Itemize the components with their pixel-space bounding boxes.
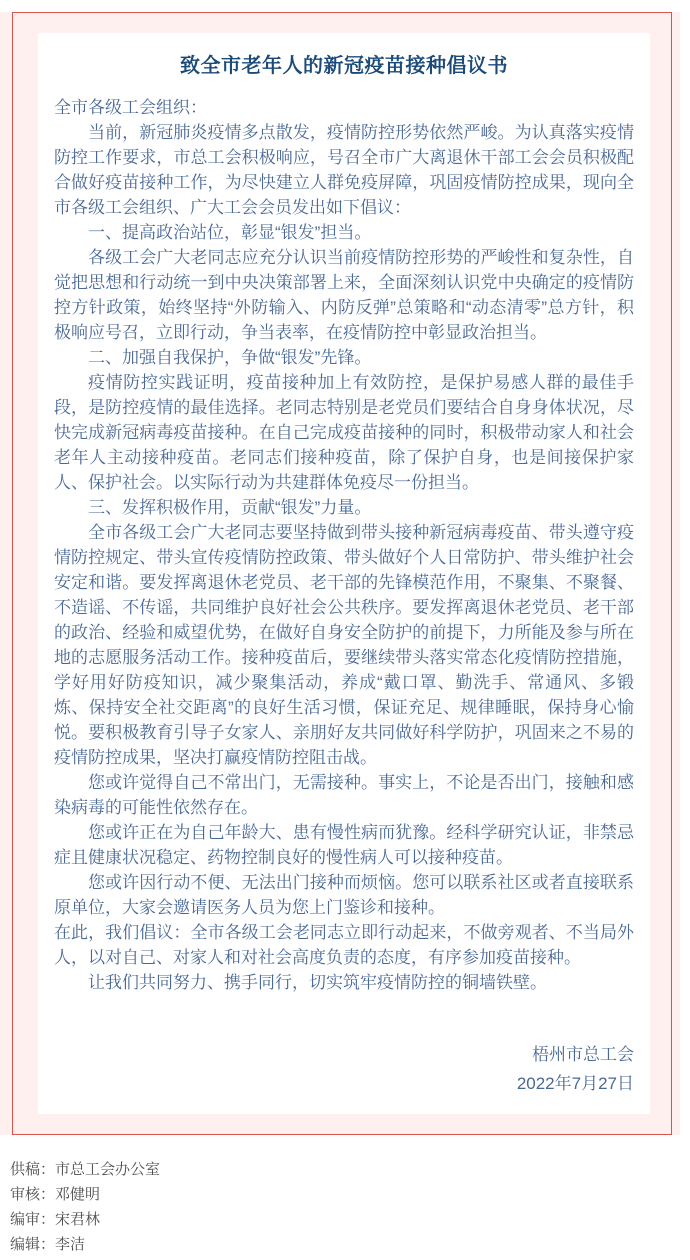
document-body	[54, 95, 634, 995]
body-paragraph: 全市各级工会广大老同志要坚持做到带头接种新冠病毒疫苗、带头遵守疫情防控规定、带头宣传疫情防控政策、带头做好个人日常防护、带头维护社会安定和谐。要发挥离退休老党员、老干部的先锋模范作用，不聚集、不聚餐、不造谣、不传谣，共同维护良好社会公共秩序。要发挥离退休老党员、老干部的政治、经验和威望优势，在做好自身安全防护的前提下，力所能及参与所在地的志愿服务活动工作。接种疫苗后，要继续带头落实常态化疫情防控措施，学好用好防疫知识，减少聚集活动，养成“戴口罩、勤洗手、常通风、多锻炼、保持安全社交距离”的良好生活习惯，保证充足、规律睡眠，保持身心愉悦。要积极教育引导子女家人、亲朋好友共同做好科学防护，巩固来之不易的疫情防控成果，坚决打赢疫情防控阻击战。	[54, 523, 634, 767]
section-heading-3: 三、发挥积极作用，贡献“银发”力量。	[88, 498, 372, 517]
body-paragraph: 当前，新冠肺炎疫情多点散发，疫情防控形势依然严峻。为认真落实疫情防控工作要求，市总工会积极响应，号召全市广大离退休干部工会会员积极配合做好疫苗接种工作，为尽快建立人群免疫屏障，巩固疫情防控成果，现向全市各级工会组织、广大工会会员发出如下倡议：	[54, 123, 634, 217]
section-heading-1: 一、提高政治站位，彰显“银发”担当。	[88, 223, 372, 242]
credits-footer	[0, 1143, 690, 1257]
signature-block	[54, 1040, 634, 1098]
body-paragraph: 疫情防控实践证明，疫苗接种加上有效防控，是保护易感人群的最佳手段，是防控疫情的最佳选择。老同志特别是老党员们要结合自身身体状况，尽快完成新冠病毒疫苗接种。在自己完成疫苗接种的同时，积极带动家人和社会老年人主动接种疫苗。老同志们接种疫苗，除了保护自身，也是间接保护家人、保护社会。以实际行动为共建群体免疫尽一份担当。	[54, 373, 634, 492]
credit-line-reviewer: 审核：邓健明	[10, 1186, 101, 1203]
red-frame-border	[12, 12, 672, 1135]
page-title: 致全市老年人的新冠疫苗接种倡议书	[180, 55, 508, 77]
body-paragraph: 您或许觉得自己不常出门，无需接种。事实上，不论是否出门，接触和感染病毒的可能性依然存在。	[54, 773, 634, 817]
credit-line-editor: 编辑：李洁	[10, 1236, 86, 1253]
body-paragraph: 您或许正在为自己年龄大、患有慢性病而犹豫。经科学研究认证，非禁忌症且健康状况稳定、药物控制良好的慢性病人可以接种疫苗。	[54, 823, 634, 867]
article-sheet	[38, 33, 650, 1114]
body-paragraph: 在此，我们倡议：全市各级工会老同志立即行动起来，不做旁观者、不当局外人，以对自己、对家人和对社会高度负责的态度，有序参加疫苗接种。	[54, 923, 634, 967]
signature-date: 2022年7月27日	[516, 1074, 634, 1093]
credit-line-source: 供稿：市总工会办公室	[10, 1161, 161, 1178]
section-heading-2: 二、加强自我保护，争做“银发”先锋。	[88, 348, 372, 367]
article-panel	[0, 12, 680, 1135]
body-paragraph: 让我们共同努力、携手同行，切实筑牢疫情防控的铜墙铁壁。	[88, 973, 547, 992]
credit-line-senior-editor: 编审：宋君林	[10, 1211, 101, 1228]
signature-org: 梧州市总工会	[532, 1045, 634, 1064]
body-paragraph: 各级工会广大老同志应充分认识当前疫情防控形势的严峻性和复杂性，自觉把思想和行动统一到中央决策部署上来，全面深刻认识党中央确定的疫情防控方针政策，始终坚持“外防输入、内防反弹”总策略和“动态清零”总方针，积极响应号召，立即行动，争当表率，在疫情防控中彰显政治担当。	[54, 248, 634, 342]
body-paragraph: 您或许因行动不便、无法出门接种而烦恼。您可以联系社区或者直接联系原单位，大家会邀请医务人员为您上门鉴诊和接种。	[54, 873, 634, 917]
salutation: 全市各级工会组织：	[54, 98, 207, 117]
